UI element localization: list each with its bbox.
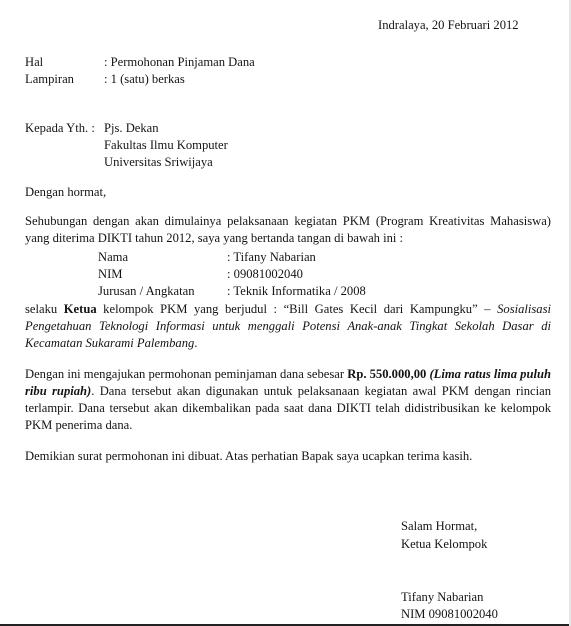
role-pre: selaku [25,302,64,316]
attachment-value: : 1 (satu) berkas [104,72,185,86]
attachment-label: Lampiran [25,72,74,86]
intro-paragraph: Sehubungan dengan akan dimulainya pelaksanaan kegiatan PKM (Program Kreativitas Mahasiswa) yang diterima DIKTI tahun 2012, saya yang bertanda tangan di bawah ini : [25,214,551,245]
recipient-line-3: Universitas Sriwijaya [104,155,213,169]
role-end: . [194,336,198,350]
identity-label-major: Jurusan / Angkatan [98,284,195,298]
greeting: Dengan hormat, [25,185,107,199]
identity-value-nim: : 09081002040 [227,267,303,281]
signature-position: Ketua Kelompok [401,537,488,551]
loan-amount: Rp. 550.000,00 [347,367,427,381]
signature-name: Tifany Nabarian [401,590,484,604]
subject-value: : Permohonan Pinjaman Dana [104,55,255,69]
identity-label-name: Nama [98,250,129,264]
activity-title: Sosialisasi Pengetahuan Teknologi Informasi untuk menggali Potensi Anak-anak Tingkat Sekolah Dasar di Kecamatan Sukarami Palembang [25,302,551,350]
recipient-line-1: Pjs. Dekan [104,121,159,135]
subject-label: Hal [25,55,44,69]
signature-salutation: Salam Hormat, [401,519,478,533]
request-pre: Dengan ini mengajukan permohonan peminjaman dana sebesar [25,367,348,381]
recipient-line-2: Fakultas Ilmu Komputer [104,138,228,152]
role-mid: kelompok PKM yang berjudul : “Bill Gates Kecil dari Kampungku” – [96,302,498,316]
role-bold: Ketua [63,302,97,316]
recipient-label: Kepada Yth. : [25,121,95,135]
identity-value-name: : Tifany Nabarian [227,250,316,264]
identity-label-nim: NIM [98,267,123,281]
place-date: Indralaya, 20 Februari 2012 [378,18,519,32]
signature-nim: NIM 09081002040 [401,607,498,621]
closing-sentence: Demikian surat permohonan ini dibuat. Atas perhatian Bapak saya ucapkan terima kasih. [25,449,473,463]
identity-value-major: : Teknik Informatika / 2008 [227,284,366,298]
request-post: . Dana tersebut akan digunakan untuk pelaksanaan kegiatan awal PKM dengan rincian terlampir. Dana tersebut akan dikembalikan pada saat dana DIKTI telah didistribusikan ke kelompok PKM penerima dana. [25,384,552,432]
role-paragraph [25,301,551,352]
request-paragraph [25,366,551,434]
loan-amount-words: (Lima ratus lima puluh ribu rupiah) [25,367,551,398]
